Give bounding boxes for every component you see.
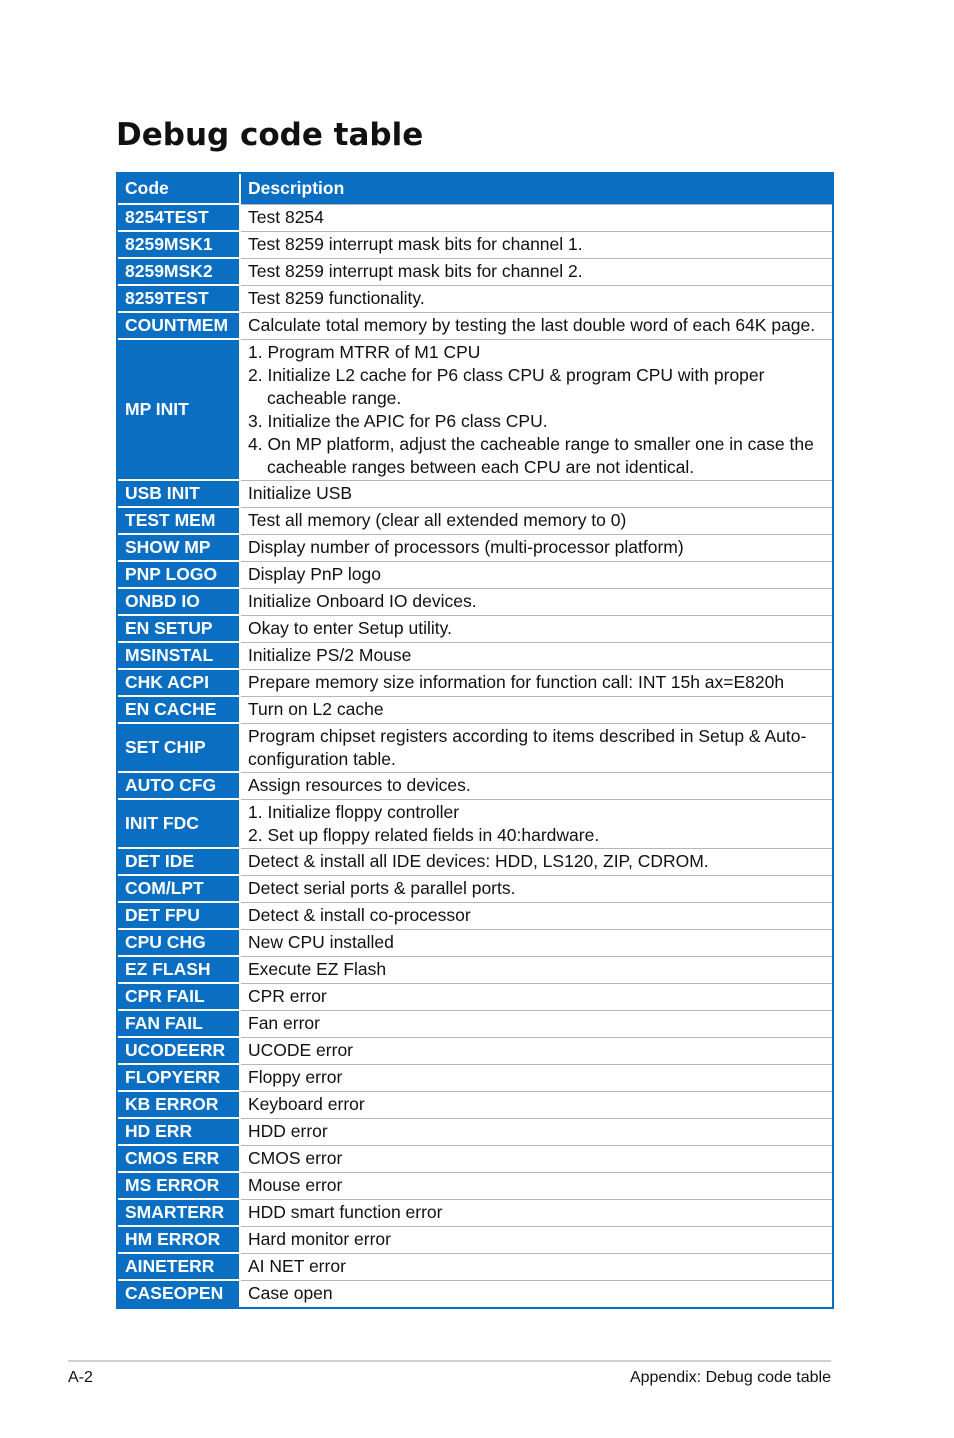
debug-code-cell: HM ERROR: [118, 1226, 240, 1253]
table-row: [118, 1118, 832, 1145]
description-cell: [240, 902, 832, 929]
debug-code-cell: EN CACHE: [118, 696, 240, 723]
description-cell: [240, 983, 832, 1010]
description-line: Keyboard error: [248, 1094, 365, 1114]
description-line: cacheable range.: [267, 387, 402, 408]
table-row: [118, 312, 832, 339]
debug-code-cell: FLOPYERR: [118, 1064, 240, 1091]
table-row: [118, 696, 832, 723]
description-cell: [240, 561, 832, 588]
debug-code-cell: 8259MSK2: [118, 258, 240, 285]
debug-code-table: [116, 172, 834, 1309]
debug-code-cell: ONBD IO: [118, 588, 240, 615]
description-cell: [240, 1280, 832, 1307]
table-row: [118, 285, 832, 312]
description-cell: [240, 204, 832, 231]
table-row: [118, 956, 832, 983]
description-line: Initialize PS/2 Mouse: [248, 645, 412, 665]
debug-code-cell: SHOW MP: [118, 534, 240, 561]
footer-section-title: Appendix: Debug code table: [629, 1369, 831, 1386]
description-line: Test all memory (clear all extended memory to 0): [248, 510, 627, 530]
debug-code-cell: INIT FDC: [118, 799, 240, 848]
table-row: [118, 615, 832, 642]
table-row: [118, 588, 832, 615]
debug-code-cell: DET FPU: [118, 902, 240, 929]
description-cell: [240, 929, 832, 956]
description-line: Floppy error: [248, 1067, 343, 1087]
description-cell: [240, 312, 832, 339]
description-line: 2. Set up floppy related fields in 40:hardware.: [248, 824, 600, 845]
debug-code-cell: USB INIT: [118, 480, 240, 507]
description-line: AI NET error: [248, 1256, 346, 1276]
description-cell: [240, 1010, 832, 1037]
description-line: Detect & install all IDE devices: HDD, LS120, ZIP, CDROM.: [248, 851, 709, 871]
description-cell: [240, 1226, 832, 1253]
description-cell: [240, 1118, 832, 1145]
description-cell: [240, 696, 832, 723]
table-row: [118, 1010, 832, 1037]
description-line: HDD smart function error: [248, 1202, 443, 1222]
description-cell: [240, 956, 832, 983]
table-row: [118, 1064, 832, 1091]
debug-code-cell: CHK ACPI: [118, 669, 240, 696]
table-row: [118, 1199, 832, 1226]
debug-code-cell: EN SETUP: [118, 615, 240, 642]
description-cell: [240, 285, 832, 312]
table-row: [118, 534, 832, 561]
debug-code-cell: AINETERR: [118, 1253, 240, 1280]
debug-code-cell: FAN FAIL: [118, 1010, 240, 1037]
description-line: Test 8254: [248, 207, 324, 227]
description-line: Detect & install co-processor: [248, 905, 471, 925]
table-row: [118, 258, 832, 285]
description-cell: [240, 1037, 832, 1064]
table-row: [118, 1226, 832, 1253]
table-row: [118, 1253, 832, 1280]
description-line: Initialize Onboard IO devices.: [248, 591, 477, 611]
column-header-code: Code: [118, 174, 240, 204]
description-cell: [240, 480, 832, 507]
description-cell: [240, 799, 832, 848]
description-cell: [240, 1253, 832, 1280]
description-line: 2. Initialize L2 cache for P6 class CPU & program CPU with proper: [248, 364, 765, 385]
description-cell: [240, 507, 832, 534]
table-row: [118, 561, 832, 588]
table-row: [118, 799, 832, 848]
description-line: Test 8259 interrupt mask bits for channel 1.: [248, 234, 583, 254]
debug-code-cell: AUTO CFG: [118, 772, 240, 799]
description-cell: [240, 772, 832, 799]
debug-code-cell: DET IDE: [118, 848, 240, 875]
description-line: Case open: [248, 1283, 333, 1303]
description-cell: [240, 669, 832, 696]
table-row: [118, 1145, 832, 1172]
debug-code-cell: MS ERROR: [118, 1172, 240, 1199]
description-line: New CPU installed: [248, 932, 394, 952]
debug-code-cell: COM/LPT: [118, 875, 240, 902]
table-body: [118, 204, 832, 1307]
table-row: [118, 669, 832, 696]
debug-code-cell: UCODEERR: [118, 1037, 240, 1064]
table-row: [118, 1091, 832, 1118]
description-line: 1. Program MTRR of M1 CPU: [248, 341, 481, 362]
table-header-row: [118, 174, 832, 204]
description-line: CMOS error: [248, 1148, 343, 1168]
debug-code-cell: 8254TEST: [118, 204, 240, 231]
description-cell: [240, 848, 832, 875]
description-cell: [240, 339, 832, 480]
description-line: Program chipset registers according to items described in Setup & Auto-: [248, 725, 807, 746]
description-line: 1. Initialize floppy controller: [248, 801, 460, 822]
description-line: Prepare memory size information for function call: INT 15h ax=E820h: [248, 672, 785, 692]
debug-code-cell: 8259MSK1: [118, 231, 240, 258]
table-row: [118, 231, 832, 258]
debug-code-cell: HD ERR: [118, 1118, 240, 1145]
debug-code-cell: KB ERROR: [118, 1091, 240, 1118]
debug-code-cell: COUNTMEM: [118, 312, 240, 339]
description-line: 3. Initialize the APIC for P6 class CPU.: [248, 410, 548, 431]
debug-code-cell: MP INIT: [118, 339, 240, 480]
table-row: [118, 1172, 832, 1199]
debug-code-cell: MSINSTAL: [118, 642, 240, 669]
debug-code-cell: 8259TEST: [118, 285, 240, 312]
description-cell: [240, 1172, 832, 1199]
table-row: [118, 983, 832, 1010]
table-row: [118, 875, 832, 902]
debug-code-cell: SET CHIP: [118, 723, 240, 772]
table-row: [118, 1280, 832, 1307]
description-line: Detect serial ports & parallel ports.: [248, 878, 516, 898]
debug-code-cell: PNP LOGO: [118, 561, 240, 588]
debug-code-cell: TEST MEM: [118, 507, 240, 534]
description-line: Turn on L2 cache: [248, 699, 384, 719]
debug-code-cell: EZ FLASH: [118, 956, 240, 983]
description-line: Display number of processors (multi-processor platform): [248, 537, 684, 557]
table-row: [118, 723, 832, 772]
description-cell: [240, 258, 832, 285]
description-cell: [240, 231, 832, 258]
table-row: [118, 902, 832, 929]
debug-code-cell: SMARTERR: [118, 1199, 240, 1226]
description-line: cacheable ranges between each CPU are not identical.: [267, 456, 695, 477]
description-line: Mouse error: [248, 1175, 343, 1195]
description-line: Display PnP logo: [248, 564, 381, 584]
description-line: UCODE error: [248, 1040, 354, 1060]
description-line: Assign resources to devices.: [248, 775, 471, 795]
debug-code-cell: CASEOPEN: [118, 1280, 240, 1307]
debug-code-cell: CMOS ERR: [118, 1145, 240, 1172]
description-line: Execute EZ Flash: [248, 959, 387, 979]
description-line: Hard monitor error: [248, 1229, 391, 1249]
description-line: Initialize USB: [248, 483, 353, 503]
table-row: [118, 1037, 832, 1064]
table-row: [118, 507, 832, 534]
page-title: Debug code table: [116, 117, 424, 153]
table-row: [118, 929, 832, 956]
description-line: Test 8259 interrupt mask bits for channel 2.: [248, 261, 583, 281]
description-line: HDD error: [248, 1121, 328, 1141]
debug-code-cell: CPR FAIL: [118, 983, 240, 1010]
description-cell: [240, 875, 832, 902]
description-cell: [240, 588, 832, 615]
description-cell: [240, 1091, 832, 1118]
table-row: [118, 480, 832, 507]
description-cell: [240, 1145, 832, 1172]
description-cell: [240, 1199, 832, 1226]
description-line: 4. On MP platform, adjust the cacheable range to smaller one in case the: [248, 433, 814, 454]
description-line: Fan error: [248, 1013, 320, 1033]
description-cell: [240, 1064, 832, 1091]
description-line: Test 8259 functionality.: [248, 288, 425, 308]
table-row: [118, 848, 832, 875]
table-row: [118, 772, 832, 799]
description-cell: [240, 615, 832, 642]
description-cell: [240, 723, 832, 772]
table-row: [118, 339, 832, 480]
page-number: A-2: [68, 1369, 93, 1386]
description-line: Okay to enter Setup utility.: [248, 618, 452, 638]
description-line: CPR error: [248, 986, 327, 1006]
column-header-description: Description: [240, 174, 832, 204]
description-cell: [240, 534, 832, 561]
table-row: [118, 204, 832, 231]
description-line: Calculate total memory by testing the last double word of each 64K page.: [248, 315, 816, 335]
footer-divider: [68, 1360, 831, 1362]
description-line: configuration table.: [248, 748, 396, 769]
debug-code-cell: CPU CHG: [118, 929, 240, 956]
table-row: [118, 642, 832, 669]
description-cell: [240, 642, 832, 669]
